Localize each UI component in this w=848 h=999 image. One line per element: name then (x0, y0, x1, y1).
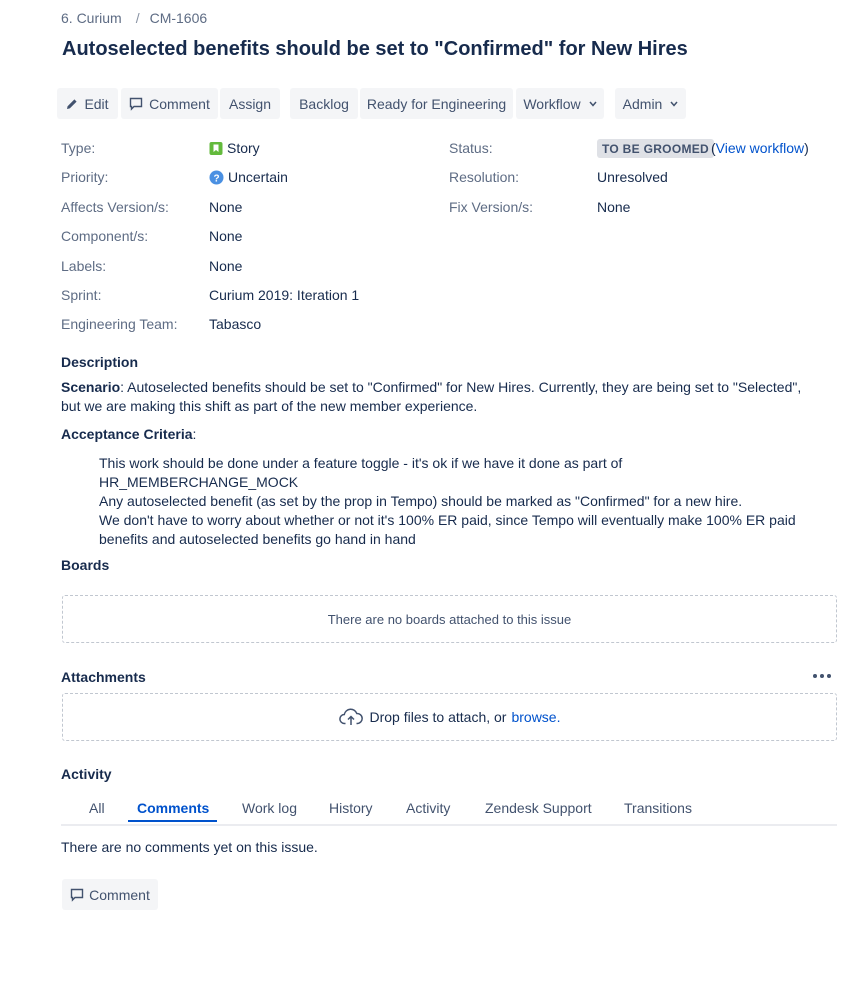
tab-work-log[interactable]: Work log (242, 800, 297, 816)
affects-version-label: Affects Version/s: (61, 199, 169, 215)
type-label: Type: (61, 140, 96, 156)
sprint-label: Sprint: (61, 287, 102, 303)
boards-heading: Boards (61, 557, 110, 573)
labels-value: None (209, 258, 243, 274)
comment-button[interactable] (121, 88, 218, 119)
comment-button-label: Comment (149, 95, 210, 112)
tab-zendesk-support[interactable]: Zendesk Support (485, 800, 592, 816)
description-heading: Description (61, 354, 139, 370)
ready-for-engineering-button[interactable]: Ready for Engineering (360, 88, 513, 119)
acceptance-criteria-list (99, 454, 814, 549)
component-value: None (209, 228, 243, 244)
attachment-drop-zone[interactable] (62, 693, 837, 741)
cloud-upload-icon (339, 708, 363, 726)
resolution-value: Unresolved (597, 169, 668, 185)
workflow-dropdown[interactable] (516, 88, 604, 119)
boards-empty-box (62, 595, 837, 643)
acceptance-criteria-item: We don't have to worry about whether or not it's 100% ER paid, since Tempo will eventually make 100% ER paid benefits and autoselected benefits go hand in hand (99, 512, 796, 547)
view-workflow-link[interactable]: View workflow (715, 140, 805, 156)
acceptance-criteria-label: Acceptance Criteria (61, 426, 193, 442)
priority-value (209, 169, 288, 185)
status-badge[interactable]: TO BE GROOMED (597, 139, 714, 158)
assign-button[interactable]: Assign (220, 88, 280, 119)
browse-link[interactable]: browse. (511, 709, 561, 725)
fix-version-value: None (597, 199, 631, 215)
acceptance-criteria-heading (61, 426, 196, 442)
breadcrumb-project-link[interactable]: 6. Curium (61, 10, 122, 26)
tab-comments[interactable]: Comments (137, 800, 210, 816)
tab-transitions[interactable]: Transitions (624, 800, 692, 816)
tab-history[interactable]: History (329, 800, 373, 816)
breadcrumb-issue-key-link[interactable]: CM-1606 (149, 10, 208, 26)
more-horizontal-icon[interactable] (811, 668, 833, 684)
edit-button[interactable] (57, 88, 118, 119)
add-comment-button-label: Comment (89, 886, 150, 903)
priority-value-text: Uncertain (228, 169, 288, 185)
tab-activity[interactable]: Activity (406, 800, 451, 816)
pencil-icon (66, 98, 78, 110)
status-label: Status: (449, 140, 493, 156)
backlog-button[interactable]: Backlog (290, 88, 358, 119)
engineering-team-label: Engineering Team: (61, 316, 178, 332)
affects-version-value: None (209, 199, 243, 215)
question-icon (209, 170, 224, 185)
comment-icon (70, 888, 84, 902)
acceptance-criteria-item: This work should be done under a feature toggle - it's ok if we have it done as part of HR_MEMBERCHANGE_MOCK (99, 455, 623, 490)
add-comment-button[interactable] (62, 879, 158, 910)
issue-title[interactable]: Autoselected benefits should be set to "Confirmed" for New Hires (62, 38, 688, 60)
svg-text:?: ? (213, 172, 220, 184)
engineering-team-value: Tabasco (209, 316, 262, 332)
type-value-text: Story (227, 140, 260, 156)
view-workflow (711, 140, 809, 156)
tab-all[interactable]: All (89, 800, 105, 816)
resolution-label: Resolution: (449, 169, 520, 185)
description-text[interactable] (61, 378, 821, 416)
no-comments-text: There are no comments yet on this issue. (61, 839, 318, 855)
comment-icon (129, 97, 143, 111)
component-label: Component/s: (61, 228, 149, 244)
view-workflow-open-paren: ( (711, 140, 716, 156)
attachments-heading: Attachments (61, 669, 146, 685)
type-value (209, 140, 260, 156)
chevron-down-icon (589, 101, 597, 107)
sprint-value[interactable]: Curium 2019: Iteration 1 (209, 287, 360, 303)
acceptance-criteria-item: Any autoselected benefit (as set by the prop in Tempo) should be marked as "Confirmed" for a new hire. (99, 493, 743, 509)
priority-label: Priority: (61, 169, 109, 185)
labels-label: Labels: (61, 258, 107, 274)
active-tab-indicator (128, 820, 217, 822)
drop-files-text: Drop files to attach, or (369, 709, 507, 725)
scenario-label: Scenario (61, 379, 121, 395)
activity-heading: Activity (61, 766, 112, 782)
workflow-label: Workflow (523, 95, 581, 112)
chevron-down-icon (670, 101, 678, 107)
scenario-text: : Autoselected benefits should be set to "Confirmed" for New Hires. Currently, they are being set to "Selected", but we are making this shift as part of the new member experience. (61, 379, 802, 414)
edit-button-label: Edit (84, 95, 109, 112)
activity-tabs (61, 796, 837, 826)
admin-dropdown[interactable] (615, 88, 686, 119)
boards-empty-text: There are no boards attached to this issue (327, 611, 572, 627)
acceptance-criteria-colon: : (192, 426, 197, 442)
breadcrumb (61, 10, 207, 26)
view-workflow-close-paren: ) (804, 140, 809, 156)
breadcrumb-separator: / (135, 10, 140, 26)
admin-label: Admin (622, 95, 663, 112)
fix-version-label: Fix Version/s: (449, 199, 534, 215)
story-icon (209, 141, 223, 155)
